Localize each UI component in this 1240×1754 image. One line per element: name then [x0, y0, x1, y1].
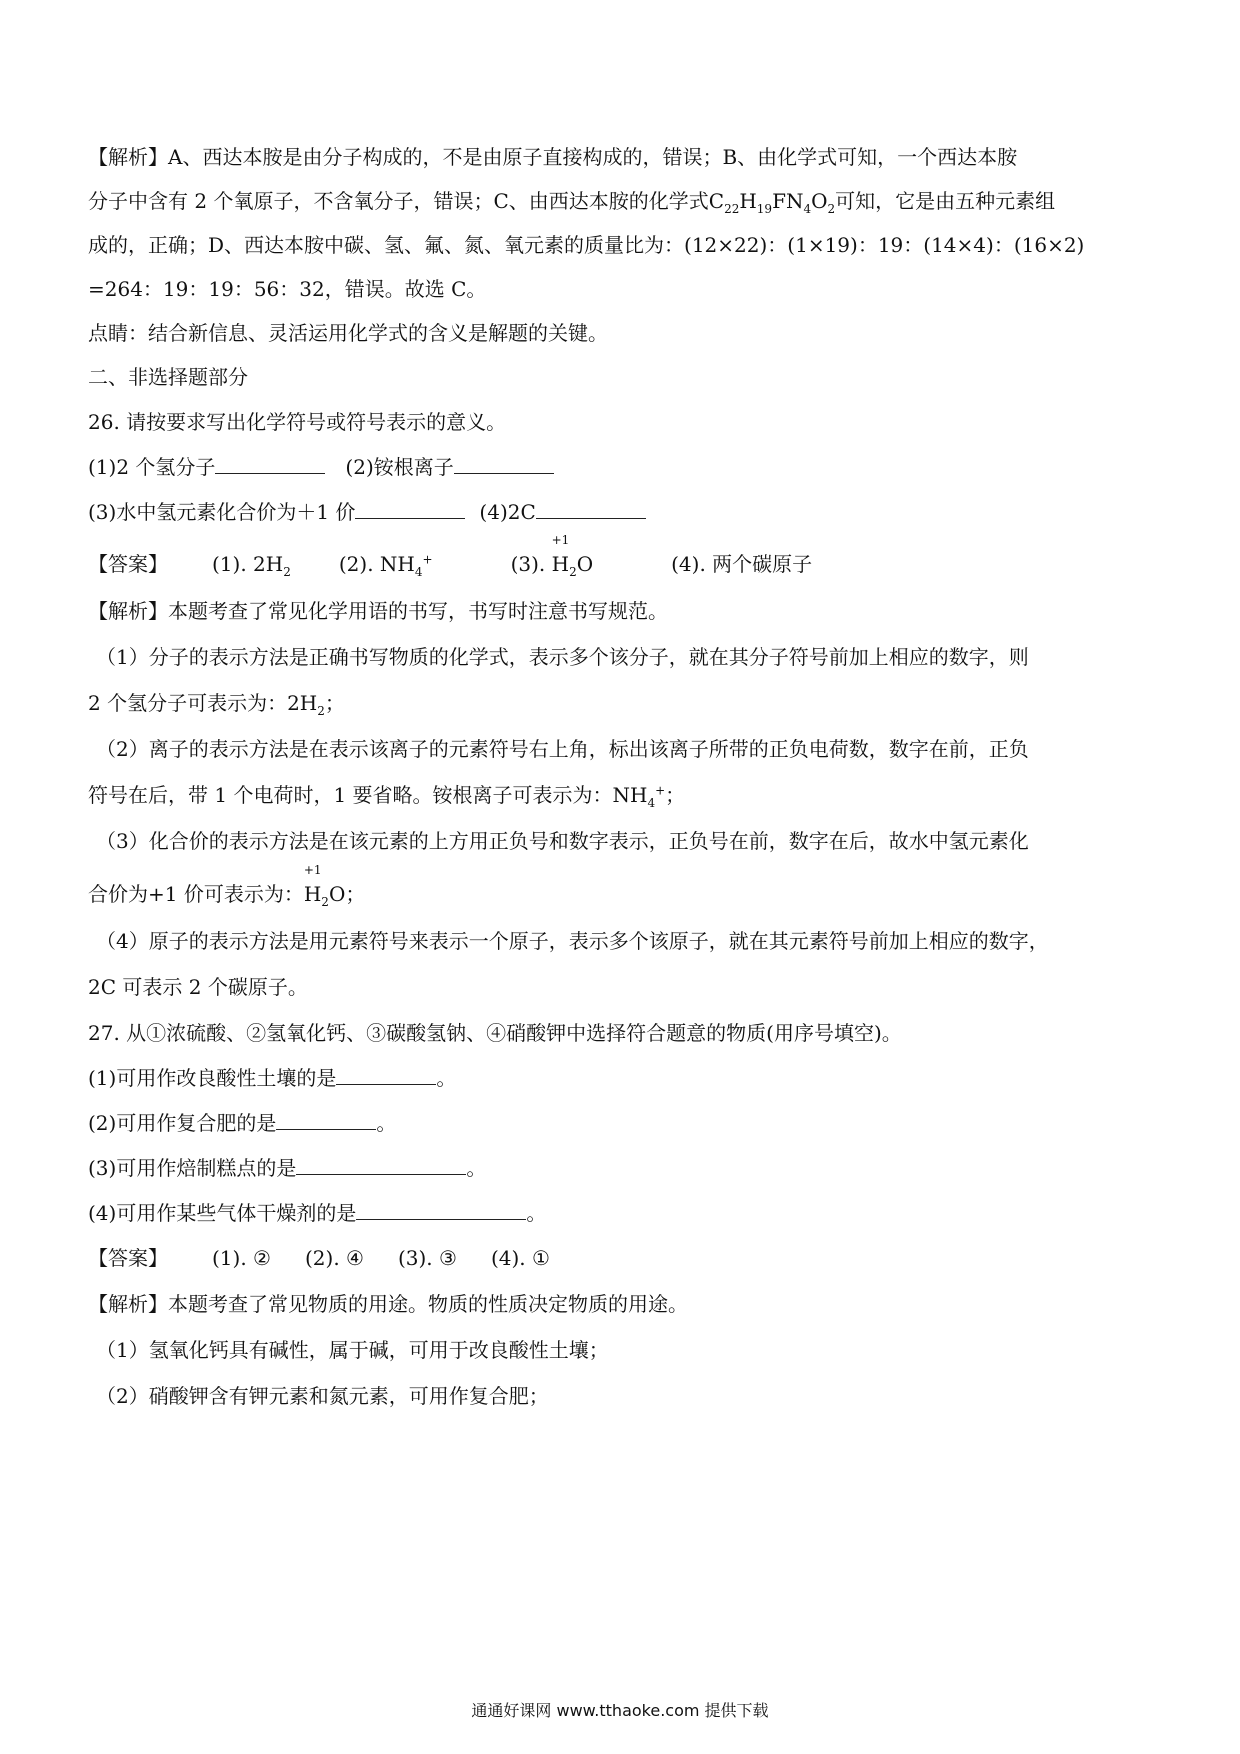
analysis-27-2: （2）硝酸钾含有钾元素和氮元素，可用作复合肥； [96, 1384, 549, 1408]
answer-line-26: 【答案】 (1). $2H_2$ (2). $NH_4^+$ (3). +1 $H_2O$ (4). 两个碳原子 [88, 533, 813, 579]
answer-line-27: 【答案】 (1). ② (2). ④ (3). ③ (4). ① [88, 1246, 550, 1270]
answer-blank[interactable] [276, 1109, 376, 1130]
question-27-stem: 27. 从①浓硫酸、②氢氧化钙、③碳酸氢钠、④硝酸钾中选择符合题意的物质(用序号填空)。 [88, 1021, 902, 1045]
section-heading: 二、非选择题部分 [88, 365, 248, 389]
question-26-line-1: (1)2 个氢分子 (2)铵根离子 [88, 453, 1138, 481]
answer-blank[interactable] [536, 498, 646, 519]
answer-blank[interactable] [355, 498, 465, 519]
analysis-line-4: =264：19：19：56：32，错误。故选 C。 [88, 277, 487, 301]
chemical-formula: $C_{22}H_{19}FN_4O_2$ [708, 189, 836, 216]
analysis-27-1: （1）氢氧化钙具有碱性，属于碱，可用于改良酸性土壤； [96, 1338, 609, 1362]
question-26-stem: 26. 请按要求写出化学符号或符号表示的意义。 [88, 410, 507, 434]
analysis-26-3b: 合价为+1 价可表示为： +1 $H_2O$； [88, 863, 366, 909]
page-footer: 通通好课网 www.tthaoke.com 提供下载 [471, 1701, 769, 1720]
answer-blank[interactable] [336, 1064, 436, 1085]
analysis-26-4b: 2C 可表示 2 个碳原子。 [88, 975, 308, 999]
answer-blank[interactable] [356, 1199, 526, 1220]
question-27-line-1: (1)可用作改良酸性土壤的是 。 [88, 1066, 457, 1090]
analysis-26-4a: （4）原子的表示方法是用元素符号来表示一个原子，表示多个该原子，就在其元素符号前加上相应的数字， [96, 929, 1049, 953]
analysis-27-intro: 【解析】本题考查了常见物质的用途。物质的性质决定物质的用途。 [88, 1292, 688, 1316]
valence-notation: +1 H [303, 863, 322, 906]
analysis-26-intro: 【解析】本题考查了常见化学用语的书写，书写时注意书写规范。 [88, 599, 668, 623]
analysis-26-2b: 符号在后，带 1 个电荷时，1 要省略。铵根离子可表示为：$NH_4^+$； [88, 783, 686, 810]
question-27-line-3: (3)可用作焙制糕点的是 。 [88, 1156, 487, 1180]
question-27-line-2: (2)可用作复合肥的是 。 [88, 1111, 397, 1135]
analysis-line-3: 成的，正确；D、西达本胺中碳、氢、氟、氮、氧元素的质量比为：(12×22)：(1×19)：19：(14×4)：(16×2) [88, 233, 1085, 257]
analysis-26-2a: （2）离子的表示方法是在表示该离子的元素符号右上角，标出该离子所带的正负电荷数，数字在前，正负 [96, 737, 1029, 761]
tip-line: 点睛：结合新信息、灵活运用化学式的含义是解题的关键。 [88, 321, 608, 345]
analysis-26-3a: （3）化合价的表示方法是在该元素的上方用正负号和数字表示，正负号在前，数字在后，故水中氢元素化 [96, 829, 1029, 853]
valence-notation: +1 H [551, 533, 570, 576]
analysis-26-1b: 2 个氢分子可表示为：$2H_2$； [88, 691, 345, 718]
analysis-26-1a: （1）分子的表示方法是正确书写物质的化学式，表示多个该分子，就在其分子符号前加上相应的数字，则 [96, 645, 1029, 669]
question-27-line-4: (4)可用作某些气体干燥剂的是 。 [88, 1201, 547, 1225]
analysis-line-1: 【解析】A、西达本胺是由分子构成的，不是由原子直接构成的，错误；B、由化学式可知，一个西达本胺 [88, 145, 1018, 169]
question-26-line-2: (3)水中氢元素化合价为＋1 价 (4)2C [88, 498, 1138, 526]
analysis-line-2: 分子中含有 2 个氧原子，不含氧分子，错误；C、由西达本胺的化学式$C_{22}H_{19}FN_4O_2$可知，它是由五种元素组 [88, 189, 1056, 216]
answer-blank[interactable] [454, 453, 554, 474]
answer-blank[interactable] [215, 453, 325, 474]
answer-blank[interactable] [296, 1154, 466, 1175]
